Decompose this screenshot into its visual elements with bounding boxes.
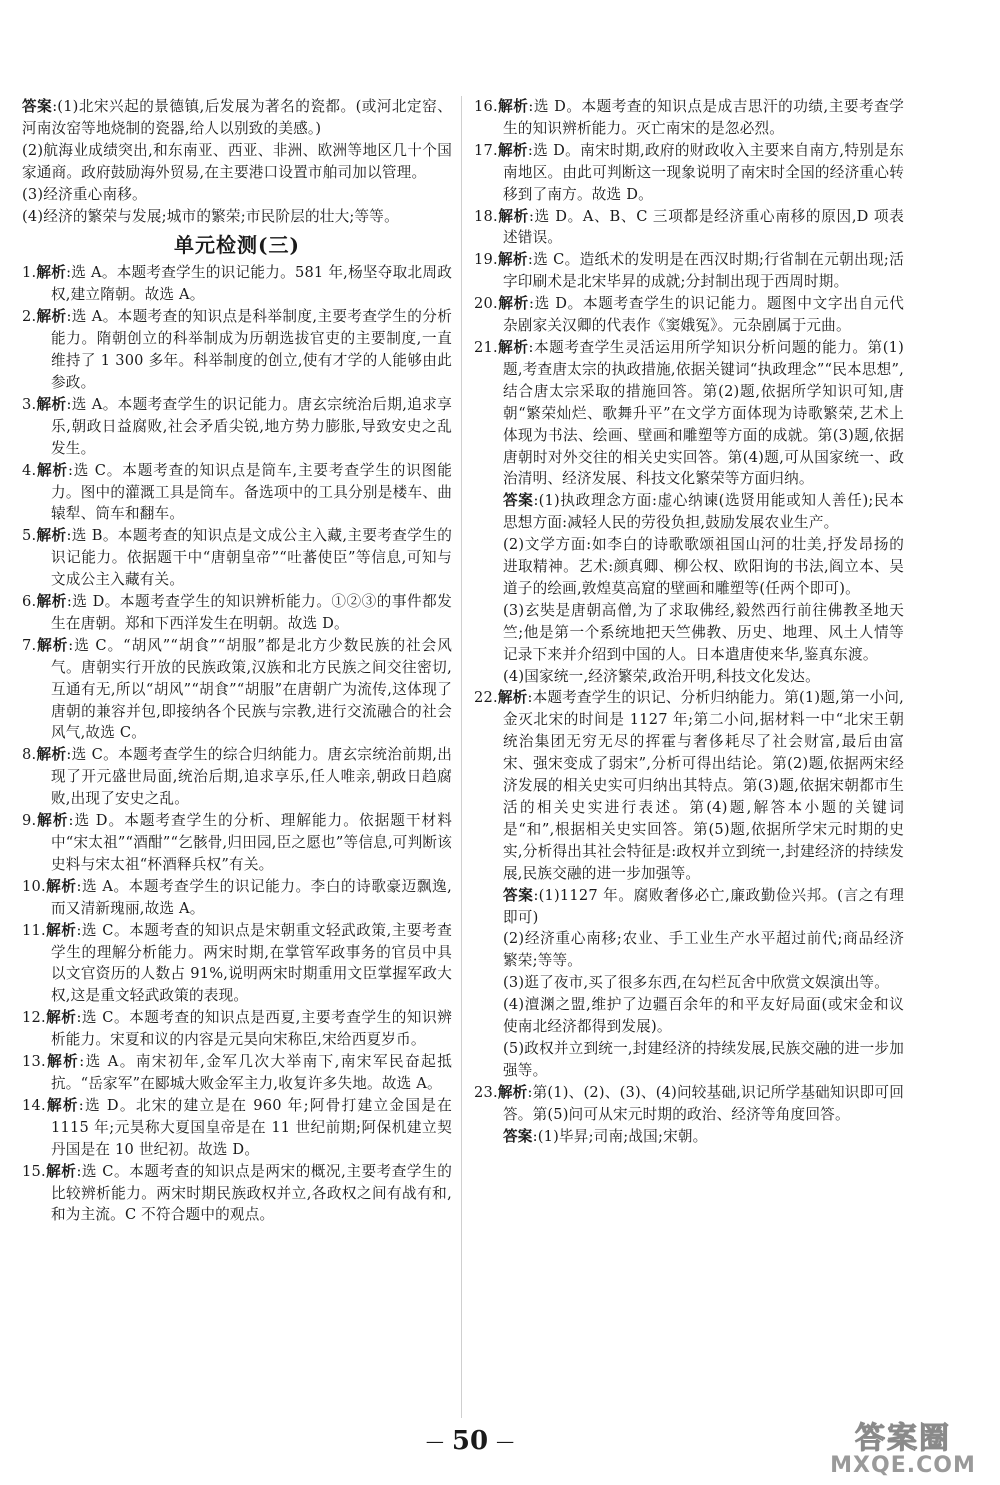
answer-label: 答案 bbox=[503, 492, 534, 510]
section-title: 单元检测(三) bbox=[174, 233, 300, 258]
question-number: 6. bbox=[22, 593, 37, 611]
question-text: :选 D。本题考查的知识点是成吉思汗的功绩,主要考查学生的知识辨析能力。灭亡南宋的是忽必烈。 bbox=[503, 98, 904, 137]
answer-para: (2)航海业成绩突出,和东南亚、西亚、非洲、欧洲等地区几十个国家通商。政府鼓励海外贸易,在主要港口设置市舶司加以管理。 bbox=[22, 141, 452, 181]
analysis-label: 解析 bbox=[497, 98, 529, 115]
answer-label: 答案 bbox=[503, 886, 534, 904]
question-item bbox=[474, 96, 904, 140]
question-text: :选 C。本题考查学生的综合归纳能力。唐玄宗统治前期,出现了开元盛世局面,统治后期,追求享乐,任人唯亲,朝政日趋腐败,出现了安史之乱。 bbox=[51, 746, 452, 808]
question-number: 19. bbox=[474, 251, 498, 269]
question-item bbox=[22, 460, 452, 526]
left-column bbox=[22, 96, 452, 1226]
analysis-label: 解析 bbox=[45, 1053, 80, 1071]
answer-para: (4)澶渊之盟,维护了边疆百余年的和平友好局面(或宋金和议使南北经济都得到发展)。 bbox=[503, 996, 904, 1036]
question-item bbox=[474, 206, 904, 250]
question-text: :本题考查学生的识记、分析归纳能力。第(1)题,第一小问,金灭北宋的时间是 1127 年;第二小问,据材料一中“北宋王朝统治集团无穷无尽的挥霍与奢侈耗尽了社会财富,最后由富宋、强宋变成了弱宋”,分析可得出结论。第(2)题,依据两宋经济发展的相关史实可归纳出其特点。第(3)题,依据宋朝都市生活的相关史实进行表述。第(4)题,解答本小题的关键词是“和”,根据相关史实回答。第(5)题,依据所学宋元时期的史实,分析得出其社会特征是:政权并立到统一,封建经济的持续发展,民族交融的进一步加强等。 bbox=[503, 689, 905, 882]
question-item bbox=[22, 920, 452, 1008]
question-number: 5. bbox=[22, 527, 37, 545]
question-item bbox=[22, 1161, 452, 1227]
analysis-label: 解析 bbox=[45, 1096, 79, 1114]
question-item bbox=[474, 687, 904, 884]
analysis-label: 解析 bbox=[36, 395, 67, 413]
answer-label: 答案 bbox=[22, 98, 53, 115]
question-text: :选 C。本题考查的知识点是两宋的概况,主要考查学生的比较辨析能力。两宋时期民族政权并立,各政权之间有战有和,和为主流。C 不符合题中的观点。 bbox=[51, 1162, 452, 1224]
watermark-logo bbox=[818, 1413, 988, 1481]
question-item bbox=[474, 140, 904, 206]
question-number: 22. bbox=[474, 689, 498, 707]
answer-para: (3)逛了夜市,买了很多东西,在勾栏瓦舍中欣赏文娱演出等。 bbox=[503, 974, 890, 992]
answer-para: (3)玄奘是唐朝高僧,为了求取佛经,毅然西行前往佛教圣地天竺;他是第一个系统地把天竺佛教、历史、地理、风土人情等记录下来并介绍到中国的人。日本遣唐使来华,鉴真东渡。 bbox=[503, 601, 904, 663]
question-text: :选 A。本题考查学生的识记能力。581 年,杨坚夺取北周政权,建立隋朝。故选 A。 bbox=[51, 264, 452, 304]
answer-para: (2)经济重心南移;农业、手工业生产水平超过前代;商品经济繁荣;等等。 bbox=[503, 930, 904, 970]
answer-text: :(1)1127 年。腐败奢侈必亡,廉政勤俭兴邦。(言之有理即可) bbox=[503, 886, 904, 926]
question-text: :选 A。本题考查学生的识记能力。唐玄宗统治后期,追求享乐,朝政日益腐败,社会矛盾尖锐,地方势力膨胀,导致安史之乱发生。 bbox=[51, 395, 452, 457]
question-item bbox=[22, 394, 452, 460]
question-number: 3. bbox=[22, 395, 37, 413]
intro-answer bbox=[22, 96, 452, 227]
question-item bbox=[22, 1095, 452, 1161]
question-item bbox=[474, 1082, 904, 1126]
answer-para: (4)经济的繁荣与发展;城市的繁荣;市民阶层的壮大;等等。 bbox=[22, 207, 399, 225]
answer-22 bbox=[474, 885, 904, 1082]
question-item bbox=[22, 744, 452, 810]
question-item bbox=[474, 293, 904, 337]
question-list bbox=[474, 96, 904, 490]
watermark-text-bottom: MXQE.COM bbox=[830, 1453, 976, 1478]
analysis-label: 解析 bbox=[45, 921, 77, 939]
answer-para: (5)政权并立到统一,封建经济的持续发展,民族交融的进一步加强等。 bbox=[503, 1039, 904, 1079]
analysis-label: 解析 bbox=[36, 812, 69, 830]
analysis-label: 解析 bbox=[36, 461, 68, 479]
analysis-label: 解析 bbox=[497, 295, 529, 313]
question-number: 15. bbox=[22, 1162, 46, 1180]
question-number: 18. bbox=[474, 207, 498, 225]
question-number: 14. bbox=[22, 1096, 46, 1114]
question-text: :第(1)、(2)、(3)、(4)问较基础,识记所学基础知识即可回答。第(5)问可从宋元时期的政治、经济等角度回答。 bbox=[503, 1083, 904, 1123]
analysis-label: 解析 bbox=[36, 308, 67, 326]
question-text: :选 D。南宋时期,政府的财政收入主要来自南方,特别是东南地区。由此可判断这一现象说明了南宋时全国的经济重心转移到了南方。故选 D。 bbox=[503, 141, 905, 203]
analysis-label: 解析 bbox=[36, 264, 67, 282]
question-text: :选 D。A、B、C 三项都是经济重心南移的原因,D 项表述错误。 bbox=[503, 207, 905, 247]
page-number-value: 50 bbox=[451, 1426, 489, 1456]
question-item bbox=[474, 337, 904, 490]
question-text: :选 C。本题考查的知识点是宋朝重文轻武政策,主要考查学生的理解分析能力。两宋时期,在掌管军政事务的官员中具以文官资历的人数占 91%,说明两宋时期重用文臣掌握军政大权,这是重文轻武政策的表现。 bbox=[51, 921, 452, 1005]
question-text: :选 C。本题考查的知识点是筒车,主要考查学生的识图能力。图中的灌溉工具是筒车。备选项中的工具分别是楼车、曲辕犁、筒车和翻车。 bbox=[51, 461, 452, 523]
question-number: 23. bbox=[474, 1083, 498, 1101]
column-divider bbox=[461, 96, 462, 1418]
answer-para: (4)国家统一,经济繁荣,政治开明,科技文化发达。 bbox=[503, 667, 820, 685]
right-column bbox=[474, 96, 904, 1148]
question-number: 1. bbox=[22, 264, 37, 282]
question-text: :选 D。本题考查学生的分析、理解能力。依据题干材料中“宋太祖”“酒酣”“乞骸骨,归田园,臣之愿也”等信息,可判断该史料与宋太祖“杯酒释兵权”有关。 bbox=[51, 812, 452, 873]
question-text: :本题考查学生灵活运用所学知识分析问题的能力。第(1)题,考查唐太宗的执政措施,依据关键词“执政理念”“民本思想”,结合唐太宗采取的措施回答。第(2)题,依据所学知识可知,唐朝“繁荣灿烂、歌舞升平”在文学方面体现为诗歌繁荣,艺术上体现为书法、绘画、壁画和雕塑等方面的成就。第(3)题,依据唐朝时对外交往的相关史实回答。第(4)题,可从国家统一、政治清明、经济发展、科技文化繁荣等方面归纳。 bbox=[503, 338, 904, 488]
answer-label: 答案 bbox=[503, 1127, 533, 1145]
question-item bbox=[474, 249, 904, 293]
analysis-label: 解析 bbox=[45, 1162, 77, 1180]
answer-text: :(1)执政理念方面:虚心纳谏(选贤用能或知人善任);民本思想方面:减轻人民的劳役负担,鼓励发展农业生产。 bbox=[503, 492, 904, 532]
question-number: 13. bbox=[22, 1053, 46, 1071]
analysis-label: 解析 bbox=[497, 207, 529, 225]
question-number: 10. bbox=[22, 877, 46, 895]
question-item bbox=[22, 525, 452, 591]
question-text: :选 B。本题考查的知识点是文成公主入藏,主要考查学生的识记能力。依据题干中“唐朝皇帝”“吐蕃使臣”等信息,可知与文成公主入藏有关。 bbox=[51, 527, 452, 589]
question-list bbox=[22, 262, 452, 1226]
question-item bbox=[22, 1007, 452, 1051]
question-text: :选 D。北宋的建立是在 960 年;阿骨打建立金国是在 1115 年;元昊称大夏国皇帝是在 11 世纪前期;阿保机建立契丹国是在 10 世纪初。故选 D。 bbox=[51, 1096, 452, 1158]
question-number: 21. bbox=[474, 338, 498, 356]
analysis-label: 解析 bbox=[45, 877, 77, 895]
analysis-label: 解析 bbox=[497, 1083, 528, 1101]
question-item bbox=[22, 1051, 452, 1095]
analysis-label: 解析 bbox=[45, 1009, 77, 1027]
question-text: :选 A。南宋初年,金军几次大举南下,南宋军民奋起抵抗。“岳家军”在郾城大败金军主力,收复许多失地。故选 A。 bbox=[51, 1053, 453, 1092]
question-text: :选 C。造纸术的发明是在西汉时期;行省制在元朝出现;活字印刷术是北宋毕昇的成就;分封制出现于西周时期。 bbox=[503, 251, 904, 291]
question-item bbox=[22, 810, 452, 876]
analysis-label: 解析 bbox=[497, 689, 528, 707]
analysis-label: 解析 bbox=[36, 636, 69, 654]
question-text: :选 C。“胡风”“胡食”“胡服”都是北方少数民族的社会风气。唐朝实行开放的民族政策,汉族和北方民族之间交往密切,互通有无,所以“胡风”“胡食”“胡服”在唐朝广为流传,这体现了唐朝的兼容并包,即接纳各个民族与宗教,进行交流融合的社会风气,故选 C。 bbox=[51, 636, 452, 742]
question-item bbox=[22, 262, 452, 306]
page-number bbox=[0, 1424, 940, 1459]
question-number: 12. bbox=[22, 1009, 46, 1027]
question-text: :选 A。本题考查学生的识记能力。李白的诗歌豪迈飘逸,而又清新瑰丽,故选 A。 bbox=[51, 877, 453, 917]
question-number: 16. bbox=[474, 98, 498, 115]
question-number: 2. bbox=[22, 308, 37, 326]
analysis-label: 解析 bbox=[36, 746, 67, 764]
analysis-label: 解析 bbox=[497, 338, 529, 356]
question-text: :选 C。本题考查的知识点是西夏,主要考查学生的知识辨析能力。宋夏和议的内容是元昊向宋称臣,宋给西夏岁币。 bbox=[51, 1009, 452, 1049]
question-number: 11. bbox=[22, 921, 46, 939]
question-number: 8. bbox=[22, 746, 37, 764]
question-item bbox=[22, 306, 452, 394]
question-number: 17. bbox=[474, 141, 498, 159]
analysis-label: 解析 bbox=[497, 251, 528, 269]
question-text: :选 A。本题考查的知识点是科举制度,主要考查学生的分析能力。隋朝创立的科举制成为历朝选拔官吏的主要制度,一直维持了 1 300 多年。科举制度的创立,使有才学的人能够由此参政。 bbox=[51, 308, 452, 391]
answer-para: (3)经济重心南移。 bbox=[22, 185, 147, 203]
answer-text: :(1)毕昇;司南;战国;宋朝。 bbox=[532, 1127, 708, 1145]
question-text: :选 D。本题考查学生的知识辨析能力。①②③的事件都发生在唐朝。郑和下西洋发生在明朝。故选 D。 bbox=[51, 593, 452, 632]
question-number: 20. bbox=[474, 295, 498, 313]
answer-21 bbox=[474, 490, 904, 687]
question-item bbox=[22, 635, 452, 745]
question-text: :选 D。本题考查学生的识记能力。题图中文字出自元代杂剧家关汉卿的代表作《窦娥冤》。元杂剧属于元曲。 bbox=[503, 295, 904, 335]
page-dash-right: — bbox=[496, 1431, 515, 1452]
question-item bbox=[22, 591, 452, 635]
question-item bbox=[22, 876, 452, 920]
analysis-label: 解析 bbox=[36, 527, 67, 545]
page-dash-left: — bbox=[425, 1431, 444, 1452]
question-number: 4. bbox=[22, 461, 37, 479]
analysis-label: 解析 bbox=[497, 141, 528, 159]
question-number: 9. bbox=[22, 812, 37, 830]
question-number: 7. bbox=[22, 636, 37, 654]
analysis-label: 解析 bbox=[36, 593, 67, 611]
watermark-text-top: 答案圈 bbox=[855, 1421, 951, 1456]
answer-para: (2)文学方面:如李白的诗歌歌颂祖国山河的壮美,抒发昂扬的进取精神。艺术:颜真卿、柳公权、欧阳询的书法,阎立本、吴道子的绘画,敦煌莫高窟的壁画和雕塑等(任两个即可)。 bbox=[503, 536, 904, 597]
answer-text: :(1)北宋兴起的景德镇,后发展为著名的瓷都。(或河北定窑、河南汝窑等地烧制的瓷器,给人以别致的美感。) bbox=[22, 98, 452, 137]
